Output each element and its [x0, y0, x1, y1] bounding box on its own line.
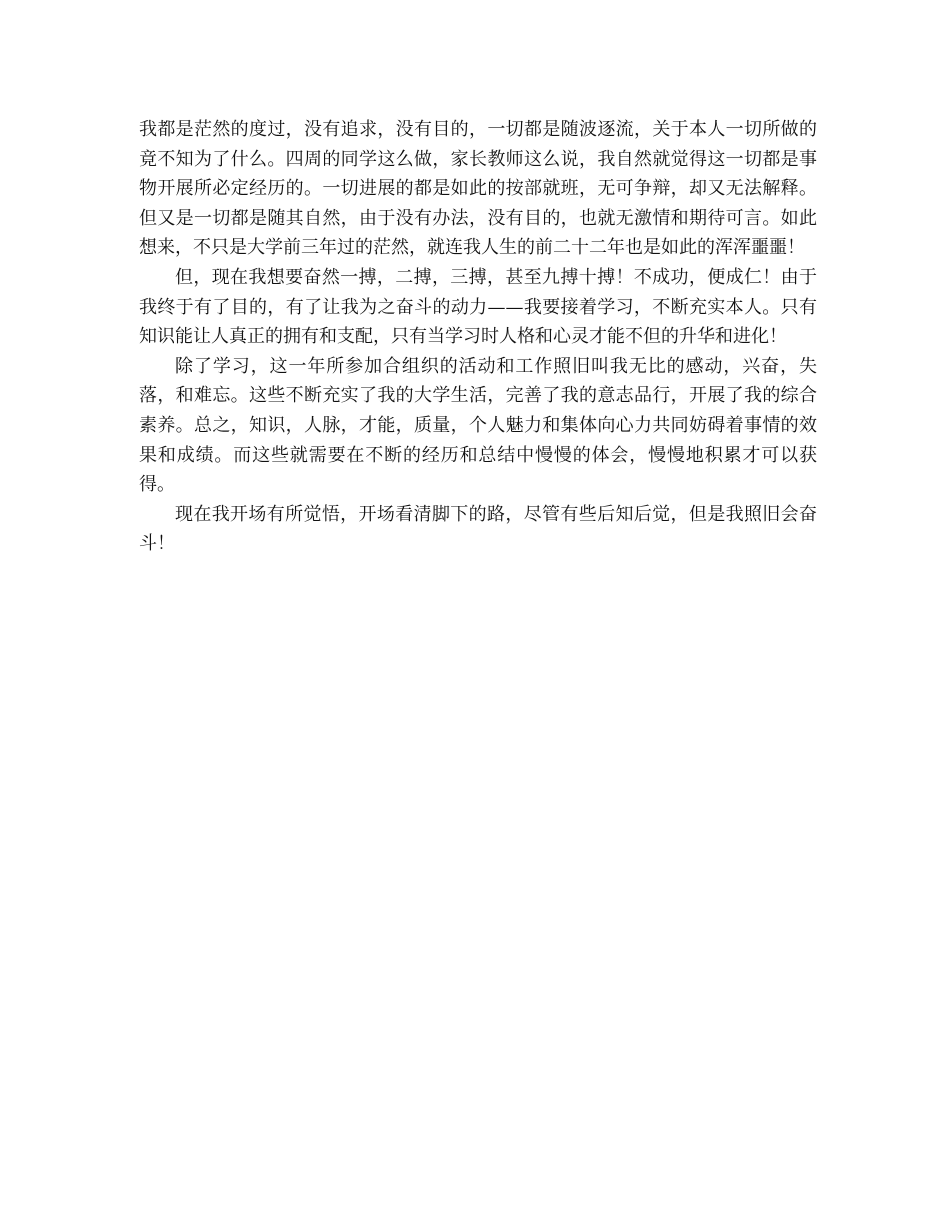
paragraph-4: 现在我开场有所觉悟，开场看清脚下的路，尽管有些后知后觉，但是我照旧会奋斗！: [139, 503, 817, 555]
paragraph-3: 除了学习，这一年所参加合组织的活动和工作照旧叫我无比的感动，兴奋，失落，和难忘。这些不断充实了我的大学生活，完善了我的意志品行，开展了我的综合素养。总之，知识，人脉，才能，质量，个人魅力和集体向心力共同妨碍着事情的效果和成绩。而这些就需要在不断的经历和总结中慢慢的体会，慢慢地积累才可以获得。: [139, 355, 817, 496]
paragraph-2: 但，现在我想要奋然一搏，二搏，三搏，甚至九搏十搏！不成功，便成仁！由于我终于有了目的，有了让我为之奋斗的动力——我要接着学习，不断充实本人。只有知识能让人真正的拥有和支配，只有当学习时人格和心灵才能不但的升华和进化！: [139, 266, 817, 348]
paragraph-1: 我都是茫然的度过，没有追求，没有目的，一切都是随波逐流，关于本人一切所做的竟不知为了什么。四周的同学这么做，家长教师这么说，我自然就觉得这一切都是事物开展所必定经历的。一切进展的都是如此的按部就班，无可争辩，却又无法解释。但又是一切都是随其自然，由于没有办法，没有目的，也就无激情和期待可言。如此想来，不只是大学前三年过的茫然，就连我人生的前二十二年也是如此的浑浑噩噩！: [139, 119, 817, 259]
document-body: [139, 115, 817, 559]
